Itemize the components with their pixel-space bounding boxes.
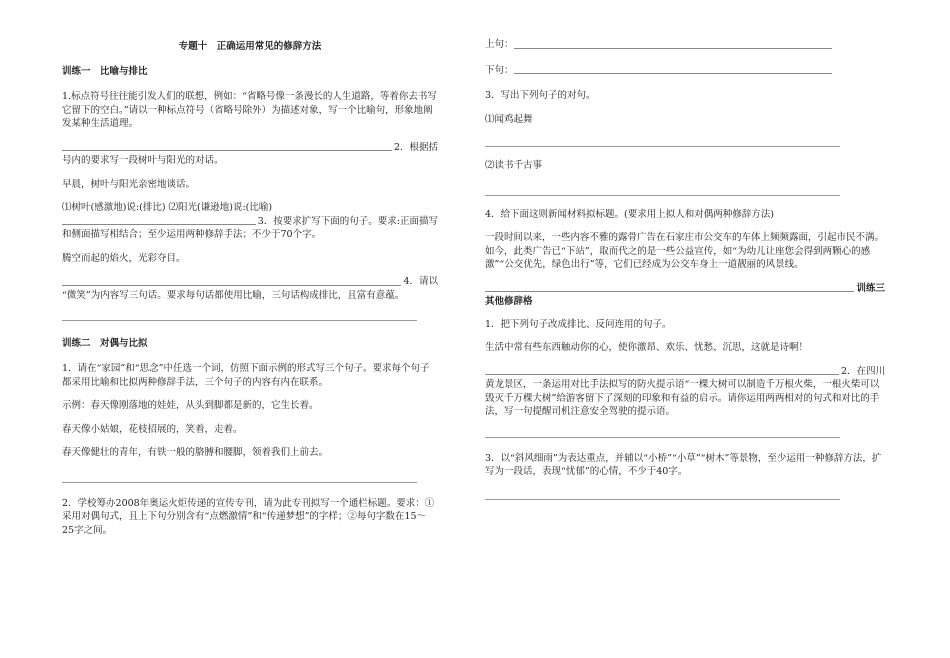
upper-label: 上句： [485,39,514,50]
question-5: 1．请在“家园”和“思念”中任选一个词，仿照下面示例的形式写三个句子。要求每个句子都采用比喻和比拟两种修辞手法，三个句子的内容有内在联系。 [62,363,430,388]
upper-line[interactable] [485,38,885,52]
example-3: 春天像健壮的青年，有铁一般的胳膊和腰脚，领着我们上前去。 [62,447,329,458]
question-4-number: 4．请以 [403,276,438,287]
question-3-sentence: 腾空而起的焰火，光彩夺目。 [62,252,186,264]
answer-line-q10[interactable] [485,437,840,438]
section-heading-2: 训练二 对偶与比拟 [62,338,148,349]
question-10-number: 2．在四川 [840,365,885,377]
question-2-number: 2．根据括 [393,141,438,153]
answer-line-q2[interactable] [62,215,438,229]
page-title: 专题十 正确运用常见的修辞方法 [178,41,322,52]
question-10: 黄龙景区，一条运用对比手法拟写的防火提示语“一棵大树可以制造千万根火柴，一根火柴可以毁灭千万棵大树”给游客留下了深刻的印象和有益的启示。请你运用两两相对的句式和对比的手法，写一句提醒司机注意安全驾驶的提示语。 [485,379,880,417]
question-2-requirements: ⑴树叶(感激地)说:(排比) ⑵阳光(谦逊地)说:(比喻) [62,202,273,213]
answer-line-q3[interactable] [62,275,438,289]
question-3: 和侧面描写相结合；至少运用两种修辞手法；不少于70个字。 [62,229,322,240]
question-7: 3．写出下列句子的对句。 [485,90,596,101]
question-8: 4．给下面这则新闻材料拟标题。(要求用上拟人和对偶两种修辞方法) [485,208,774,220]
answer-line-q7-1[interactable] [485,146,840,147]
question-2-scene: 早晨，树叶与阳光亲密地谈话。 [62,178,196,190]
answer-line-q1[interactable] [62,141,438,155]
answer-line-q5[interactable] [62,482,417,483]
question-9: 1．把下列句子改成排比、反问连用的句子。 [485,318,672,330]
example-1: 示例：春天像刚落地的娃娃，从头到脚都是新的，它生长着。 [62,400,319,411]
question-6: 2．学校筹办2008年奥运火炬传递的宣传专刊，请为此专刊拟写一个通栏标题。要求：①采用对偶句式，且上下句分别含有“点燃激情”和“传递梦想”的字样；②每句字数在15～25字之间。 [62,497,435,536]
question-9-sentence: 生活中常有些东西触动你的心，使你激昂、欢乐、忧愁、沉思，这就是诗啊！ [485,342,809,353]
question-7-item-2: ⑵读书千古事 [485,160,543,171]
section-heading-3: 其他修辞格 [485,295,533,307]
left-column [62,38,438,537]
answer-line-q9[interactable] [485,365,885,379]
question-4: “微笑”为内容写三句话。要求每句话都使用比喻，三句话构成排比，且富有意蕴。 [62,289,405,301]
question-2: 号内的要求写一段树叶与阳光的对话。 [62,155,224,166]
lower-line[interactable] [485,64,885,78]
right-column [485,38,885,500]
answer-line-q8[interactable] [485,282,885,295]
lower-label: 下句： [485,64,514,76]
example-2: 春天像小姑娘，花枝招展的，笑着，走着。 [62,423,243,435]
question-8-news: 一段时间以来，一些内容不雅的露骨广告在石家庄市公交车的车体上频频露面，引起市民不满。如今，此类广告已“下站”，取而代之的是一些公益宣传，如“为幼儿让座您会得到两颗心的感激”“公交优先，绿色出行”等，它们已经成为公交车身上一道靓丽的风景线。 [485,232,885,270]
question-7-item-1: ⑴闻鸡起舞 [485,113,533,125]
answer-line-q4[interactable] [62,320,417,321]
answer-line-q11[interactable] [485,499,840,500]
question-3-number: 3．按要求扩写下面的句子。要求:正面描写 [257,215,438,227]
section-heading-1: 训练一 比喻与排比 [62,66,148,77]
answer-line-q7-2[interactable] [485,195,840,196]
section-heading-3-prefix: 训练三 [856,282,885,294]
question-11: 3．以“斜风细雨”为表达重点，并辅以“小桥”“小草”“树木”等景物，至少运用一种修辞方法，扩写为一段话，表现“忧郁”的心情，不少于40字。 [485,452,882,477]
question-1: 1.标点符号往往能引发人们的联想，例如：“省略号像一条漫长的人生道路，等着你去书写它留下的空白。”请以一种标点符号（省略号除外）为描述对象，写一个比喻句，形象地阐发某种生活道理。 [62,91,437,129]
